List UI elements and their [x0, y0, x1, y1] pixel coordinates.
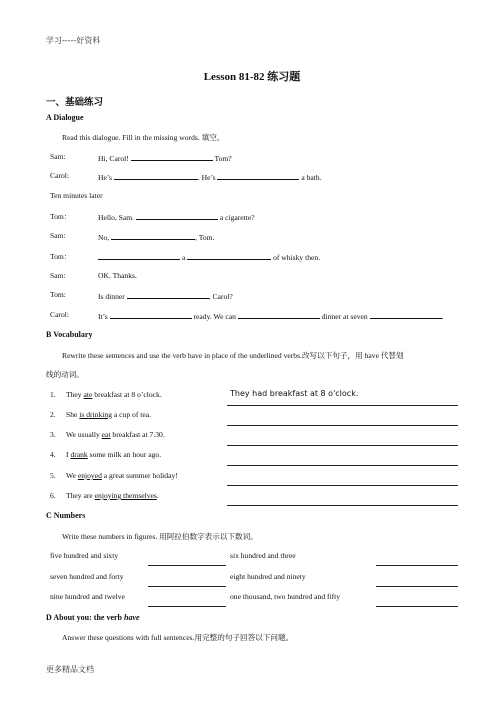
dialogue-speaker: Sam:	[50, 152, 66, 161]
dialogue-speaker: Carol:	[50, 171, 69, 180]
part-c-instruction: Write these numbers in figures. 用阿拉伯数字表示以下数词。	[62, 532, 258, 541]
blank-field[interactable]	[187, 251, 271, 260]
blank-field[interactable]	[114, 171, 198, 180]
blank-field[interactable]	[111, 231, 195, 240]
sentence: They ate breakfast at 8 o’clock.	[66, 390, 162, 399]
answer-line[interactable]	[148, 606, 226, 607]
section-heading: 一、基础练习	[46, 97, 104, 108]
dialogue-line: a of whisky then.	[98, 251, 320, 262]
item-number: 3.	[50, 430, 56, 439]
blank-field[interactable]	[110, 310, 192, 319]
blank-field[interactable]	[98, 251, 180, 260]
number-word: eight hundred and ninety	[230, 572, 306, 581]
blank-field[interactable]	[136, 211, 218, 220]
item-number: 5.	[50, 471, 56, 480]
dialogue-line: Hi, Carol! Tom?	[98, 154, 232, 163]
sentence: We enjoyed a great summer holiday!	[66, 471, 178, 480]
blank-field[interactable]	[238, 310, 320, 319]
part-b-instruction-cont: 线的动词。	[46, 370, 84, 379]
dialogue-line: It’s ready. We can dinner at seven .	[98, 312, 444, 321]
answer-text[interactable]: They had breakfast at 8 o'clock.	[230, 389, 359, 398]
item-number: 6.	[50, 491, 56, 500]
dialogue-line: Hello, Sam. a cigarette?	[98, 213, 255, 222]
blank-field[interactable]	[370, 310, 442, 319]
dialogue-speaker: Carol:	[50, 310, 69, 319]
page-footer: 更多精品文档	[46, 665, 94, 674]
answer-line[interactable]	[227, 505, 458, 506]
sentence: We usually eat breakfast at 7.30.	[66, 430, 165, 439]
dialogue-line: He’s . He’s a bath.	[98, 173, 322, 182]
answer-line[interactable]	[227, 485, 458, 486]
answer-line[interactable]	[376, 565, 458, 566]
part-c-heading: C Numbers	[46, 511, 86, 520]
dialogue-speaker: Tom：	[50, 252, 72, 261]
part-d-instruction: Answer these questions with full sentences.用完整的句子回答以下问题。	[62, 633, 294, 642]
sentence: I drank some milk an hour ago.	[66, 450, 162, 459]
part-b-heading: B Vocabulary	[46, 330, 93, 339]
dialogue-speaker: Sam:	[50, 231, 66, 240]
part-b-instruction: Rewrite these sentences and use the verb have in place of the underlined verbs.改写以下句子，用 have 代替划	[62, 351, 404, 360]
page-title: Lesson 81-82 练习题	[203, 71, 301, 83]
dialogue-line: Is dinner , Carol?	[98, 292, 233, 301]
number-word: five hundred and sixty	[50, 551, 119, 560]
sentence: She is drinking a cup of tea.	[66, 410, 152, 419]
dialogue-speaker: Tom：	[50, 212, 72, 221]
answer-line[interactable]	[376, 586, 458, 587]
dialogue-speaker: Sam:	[50, 271, 66, 280]
dialogue-line: OK. Thanks.	[98, 271, 137, 280]
item-number: 2.	[50, 410, 56, 419]
answer-line[interactable]	[227, 405, 458, 406]
blank-field[interactable]	[127, 290, 209, 299]
number-word: six hundred and three	[230, 551, 296, 560]
part-d-heading: D About you: the verb have	[46, 613, 140, 622]
answer-line[interactable]	[148, 565, 226, 566]
number-word: one thousand, two hundred and fifty	[230, 592, 341, 601]
number-word: nine hundred and twelve	[50, 592, 125, 601]
answer-line[interactable]	[148, 586, 226, 587]
answer-line[interactable]	[227, 445, 458, 446]
blank-field[interactable]	[217, 171, 299, 180]
blank-field[interactable]	[131, 152, 213, 161]
dialogue-line: No, , Tom.	[98, 233, 215, 242]
answer-line[interactable]	[227, 465, 458, 466]
dialogue-speaker: Tom:	[50, 290, 66, 299]
part-a-heading: A Dialogue	[46, 113, 84, 122]
page-header: 学习-----好资料	[46, 36, 101, 45]
dialogue-note: Ten minutes later	[50, 191, 103, 200]
item-number: 1.	[50, 390, 56, 399]
number-word: seven hundred and forty	[50, 572, 124, 581]
answer-line[interactable]	[227, 425, 458, 426]
sentence: They are enjoying themselves.	[66, 491, 159, 500]
item-number: 4.	[50, 450, 56, 459]
part-a-instruction: Read this dialogue. Fill in the missing words. 填空。	[62, 133, 225, 142]
answer-line[interactable]	[376, 606, 458, 607]
